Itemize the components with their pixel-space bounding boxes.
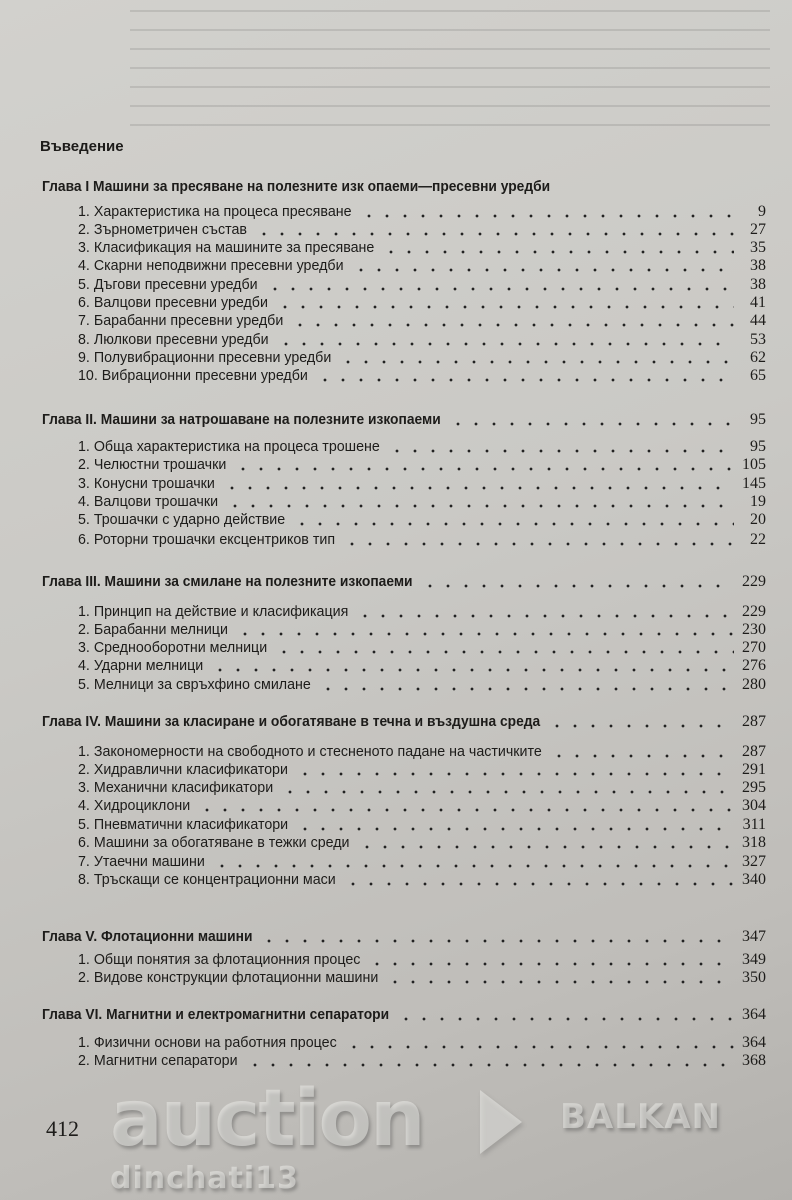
toc-entry-page: 229 [742,603,766,620]
toc-entry-label: 2. Хидравлични класификатори [78,761,288,778]
toc-entry-page: 291 [742,761,766,778]
toc-entry-label: 4. Ударни мелници [78,657,204,674]
toc-entry-page: 340 [742,871,766,888]
chapter-heading [0,178,792,196]
toc-entry-page: 22 [750,531,766,548]
toc-entry-page: 311 [742,816,766,833]
leader-dots [550,743,734,761]
leader-dots [276,294,734,312]
leader-dots [275,639,734,657]
chapter-heading [0,573,792,591]
toc-entry-label: 2. Барабанни мелници [78,621,228,638]
leader-dots [382,239,734,257]
leader-dots [368,951,734,969]
leader-dots [319,676,734,694]
toc-entry [0,676,792,694]
toc-entry [0,239,792,257]
toc-entry-label: 5. Дъгови пресевни уредби [78,276,258,293]
toc-entry-label: 1. Закономерности на свободното и стесненото падане на частичките [78,743,542,760]
toc-entry-label: 4. Скарни неподвижни пресевни уредби [78,257,344,274]
toc-entry [0,761,792,779]
chapter-heading-label: Глава IV. Машини за класиране и обогатяване в течна и въздушна среда [42,713,541,730]
leader-dots [386,969,734,987]
toc-entry-label: 7. Утаечни машини [78,853,205,870]
leader-dots [296,816,734,834]
leader-dots [296,761,734,779]
leader-dots [234,456,734,474]
toc-entry-label: 1. Общи понятия за флотационния процес [78,951,361,968]
toc-entry [0,743,792,761]
watermark-user: dinchati13 [110,1161,299,1196]
toc-entry-label: 6. Валцови пресевни уредби [78,294,268,311]
toc-entry [0,438,792,456]
toc-entry-label: 5. Пневматични класификатори [78,816,289,833]
toc-entry [0,331,792,349]
toc-entry-page: 20 [750,511,766,528]
toc-entry-label: 2. Зърнометричен състав [78,221,247,238]
toc-entry-label: 3. Конусни трошачки [78,475,215,492]
watermark-auction: auction [110,1074,424,1164]
toc-entry-page: 350 [742,969,766,986]
leader-dots [255,221,734,239]
toc-entry [0,621,792,639]
toc-entry-page: 27 [750,221,766,238]
chapter-heading-label: Глава III. Машини за смилане на полезните изкопаеми [42,573,413,590]
toc-entry-page: 95 [750,438,766,455]
toc-entry-page: 230 [742,621,766,638]
toc-entry-page: 270 [742,639,766,656]
toc-entry-page: 280 [742,676,766,693]
leader-dots [213,853,734,871]
toc-entry [0,871,792,889]
leader-dots [236,621,734,639]
chapter-heading [0,713,792,731]
toc-entry-label: 4. Хидроциклони [78,797,191,814]
toc-entry [0,1034,792,1052]
chapter-heading [0,928,792,946]
toc-entry-page: 327 [742,853,766,870]
chapter-heading [0,411,792,429]
toc-entry [0,221,792,239]
toc-entry-page: 287 [742,743,766,760]
toc-entry-label: 6. Роторни трошачки ексцентриков тип [78,531,336,548]
leader-dots [344,871,734,889]
toc-entry-label: 8. Люлкови пресевни уредби [78,331,269,348]
toc-entry-label: 1. Физични основи на работния процес [78,1034,337,1051]
toc-entry [0,1052,792,1070]
toc-entry-label: 1. Характеристика на процеса пресяване [78,203,352,220]
leader-dots [281,779,734,797]
toc-entry-page: 53 [750,331,766,348]
toc-entry [0,475,792,493]
leader-dots [548,713,734,731]
toc-entry-label: 9. Полувибрационни пресевни уредби [78,349,332,366]
toc-entry-label: 3. Механични класификатори [78,779,274,796]
watermark-play-icon [480,1090,522,1154]
toc-entry-label: 3. Среднооборотни мелници [78,639,268,656]
toc-entry-page: 349 [742,951,766,968]
toc-entry [0,531,792,549]
leader-dots [388,438,734,456]
toc-entry-label: 2. Челюстни трошачки [78,456,227,473]
leader-dots [266,276,734,294]
page-number: 412 [46,1116,79,1141]
toc-entry [0,816,792,834]
toc-entry-page: 44 [750,312,766,329]
toc-entry [0,951,792,969]
chapter-heading-label: Глава I Машини за пресяване на полезните изк опаеми—пресевни уредби [42,178,551,195]
toc-entry-page: 62 [750,349,766,366]
leader-dots [343,531,734,549]
chapter-heading-label: Глава V. Флотационни машини [42,928,253,945]
leader-dots [352,257,734,275]
toc-entry-label: 6. Машини за обогатяване в тежки среди [78,834,350,851]
introduction-heading: Въведение [40,138,124,155]
bleed-through-text [130,0,770,130]
toc-entry-label: 3. Класификация на машините за пресяване [78,239,375,256]
toc-entry [0,797,792,815]
leader-dots [449,411,734,429]
toc-entry [0,367,792,385]
toc-entry [0,511,792,529]
toc-entry-page: 38 [750,257,766,274]
toc-entry-page: 19 [750,493,766,510]
toc-entry [0,312,792,330]
chapter-heading-page: 287 [742,713,766,730]
watermark-balkan: BALKAN [560,1097,722,1137]
toc-entry-page: 304 [742,797,766,814]
toc-entry-page: 364 [742,1034,766,1051]
toc-entry-page: 38 [750,276,766,293]
toc-entry [0,603,792,621]
toc-entry-label: 7. Барабанни пресевни уредби [78,312,284,329]
chapter-heading [0,1006,792,1024]
toc-entry-page: 9 [758,203,766,220]
toc-entry-label: 10. Вибрационни пресевни уредби [78,367,308,384]
leader-dots [223,475,734,493]
toc-entry [0,203,792,221]
leader-dots [339,349,734,367]
leader-dots [397,1006,734,1024]
toc-entry [0,456,792,474]
leader-dots [358,834,734,852]
toc-entry-label: 2. Видове конструкции флотационни машини [78,969,379,986]
toc-entry [0,294,792,312]
toc-entry-page: 295 [742,779,766,796]
chapter-heading-page: 364 [742,1006,766,1023]
leader-dots [198,797,734,815]
toc-entry [0,779,792,797]
toc-entry-page: 276 [742,657,766,674]
toc-entry-page: 318 [742,834,766,851]
toc-entry-label: 5. Мелници за свръхфино смилане [78,676,311,693]
leader-dots [246,1052,734,1070]
leader-dots [291,312,734,330]
toc-entry-page: 105 [742,456,766,473]
toc-entry-label: 4. Валцови трошачки [78,493,219,510]
toc-entry-page: 65 [750,367,766,384]
chapter-heading-label: Глава II. Машини за натрошаване на полезните изкопаеми [42,411,441,428]
toc-entry [0,657,792,675]
toc-entry-page: 368 [742,1052,766,1069]
leader-dots [226,493,734,511]
chapter-heading-page: 95 [750,411,766,428]
toc-entry-page: 35 [750,239,766,256]
chapter-heading-page: 347 [742,928,766,945]
toc-entry-label: 1. Принцип на действие и класификация [78,603,349,620]
leader-dots [277,331,734,349]
toc-entry [0,969,792,987]
toc-entry-label: 8. Тръскащи се концентрационни маси [78,871,336,888]
leader-dots [356,603,734,621]
toc-entry-label: 2. Магнитни сепаратори [78,1052,238,1069]
leader-dots [360,203,734,221]
chapter-heading-label: Глава VI. Магнитни и електромагнитни сепаратори [42,1006,390,1023]
leader-dots [316,367,734,385]
toc-entry [0,853,792,871]
toc-entry-page: 41 [750,294,766,311]
chapter-heading-page: 229 [742,573,766,590]
toc-entry-label: 1. Обща характеристика на процеса трошене [78,438,380,455]
leader-dots [293,511,734,529]
toc-entry [0,257,792,275]
toc-entry [0,834,792,852]
leader-dots [211,657,734,675]
toc-entry [0,493,792,511]
leader-dots [345,1034,734,1052]
toc-entry [0,276,792,294]
leader-dots [421,573,734,591]
toc-entry [0,349,792,367]
toc-entry-page: 145 [742,475,766,492]
leader-dots [260,928,734,946]
toc-entry-label: 5. Трошачки с ударно действие [78,511,286,528]
toc-entry [0,639,792,657]
